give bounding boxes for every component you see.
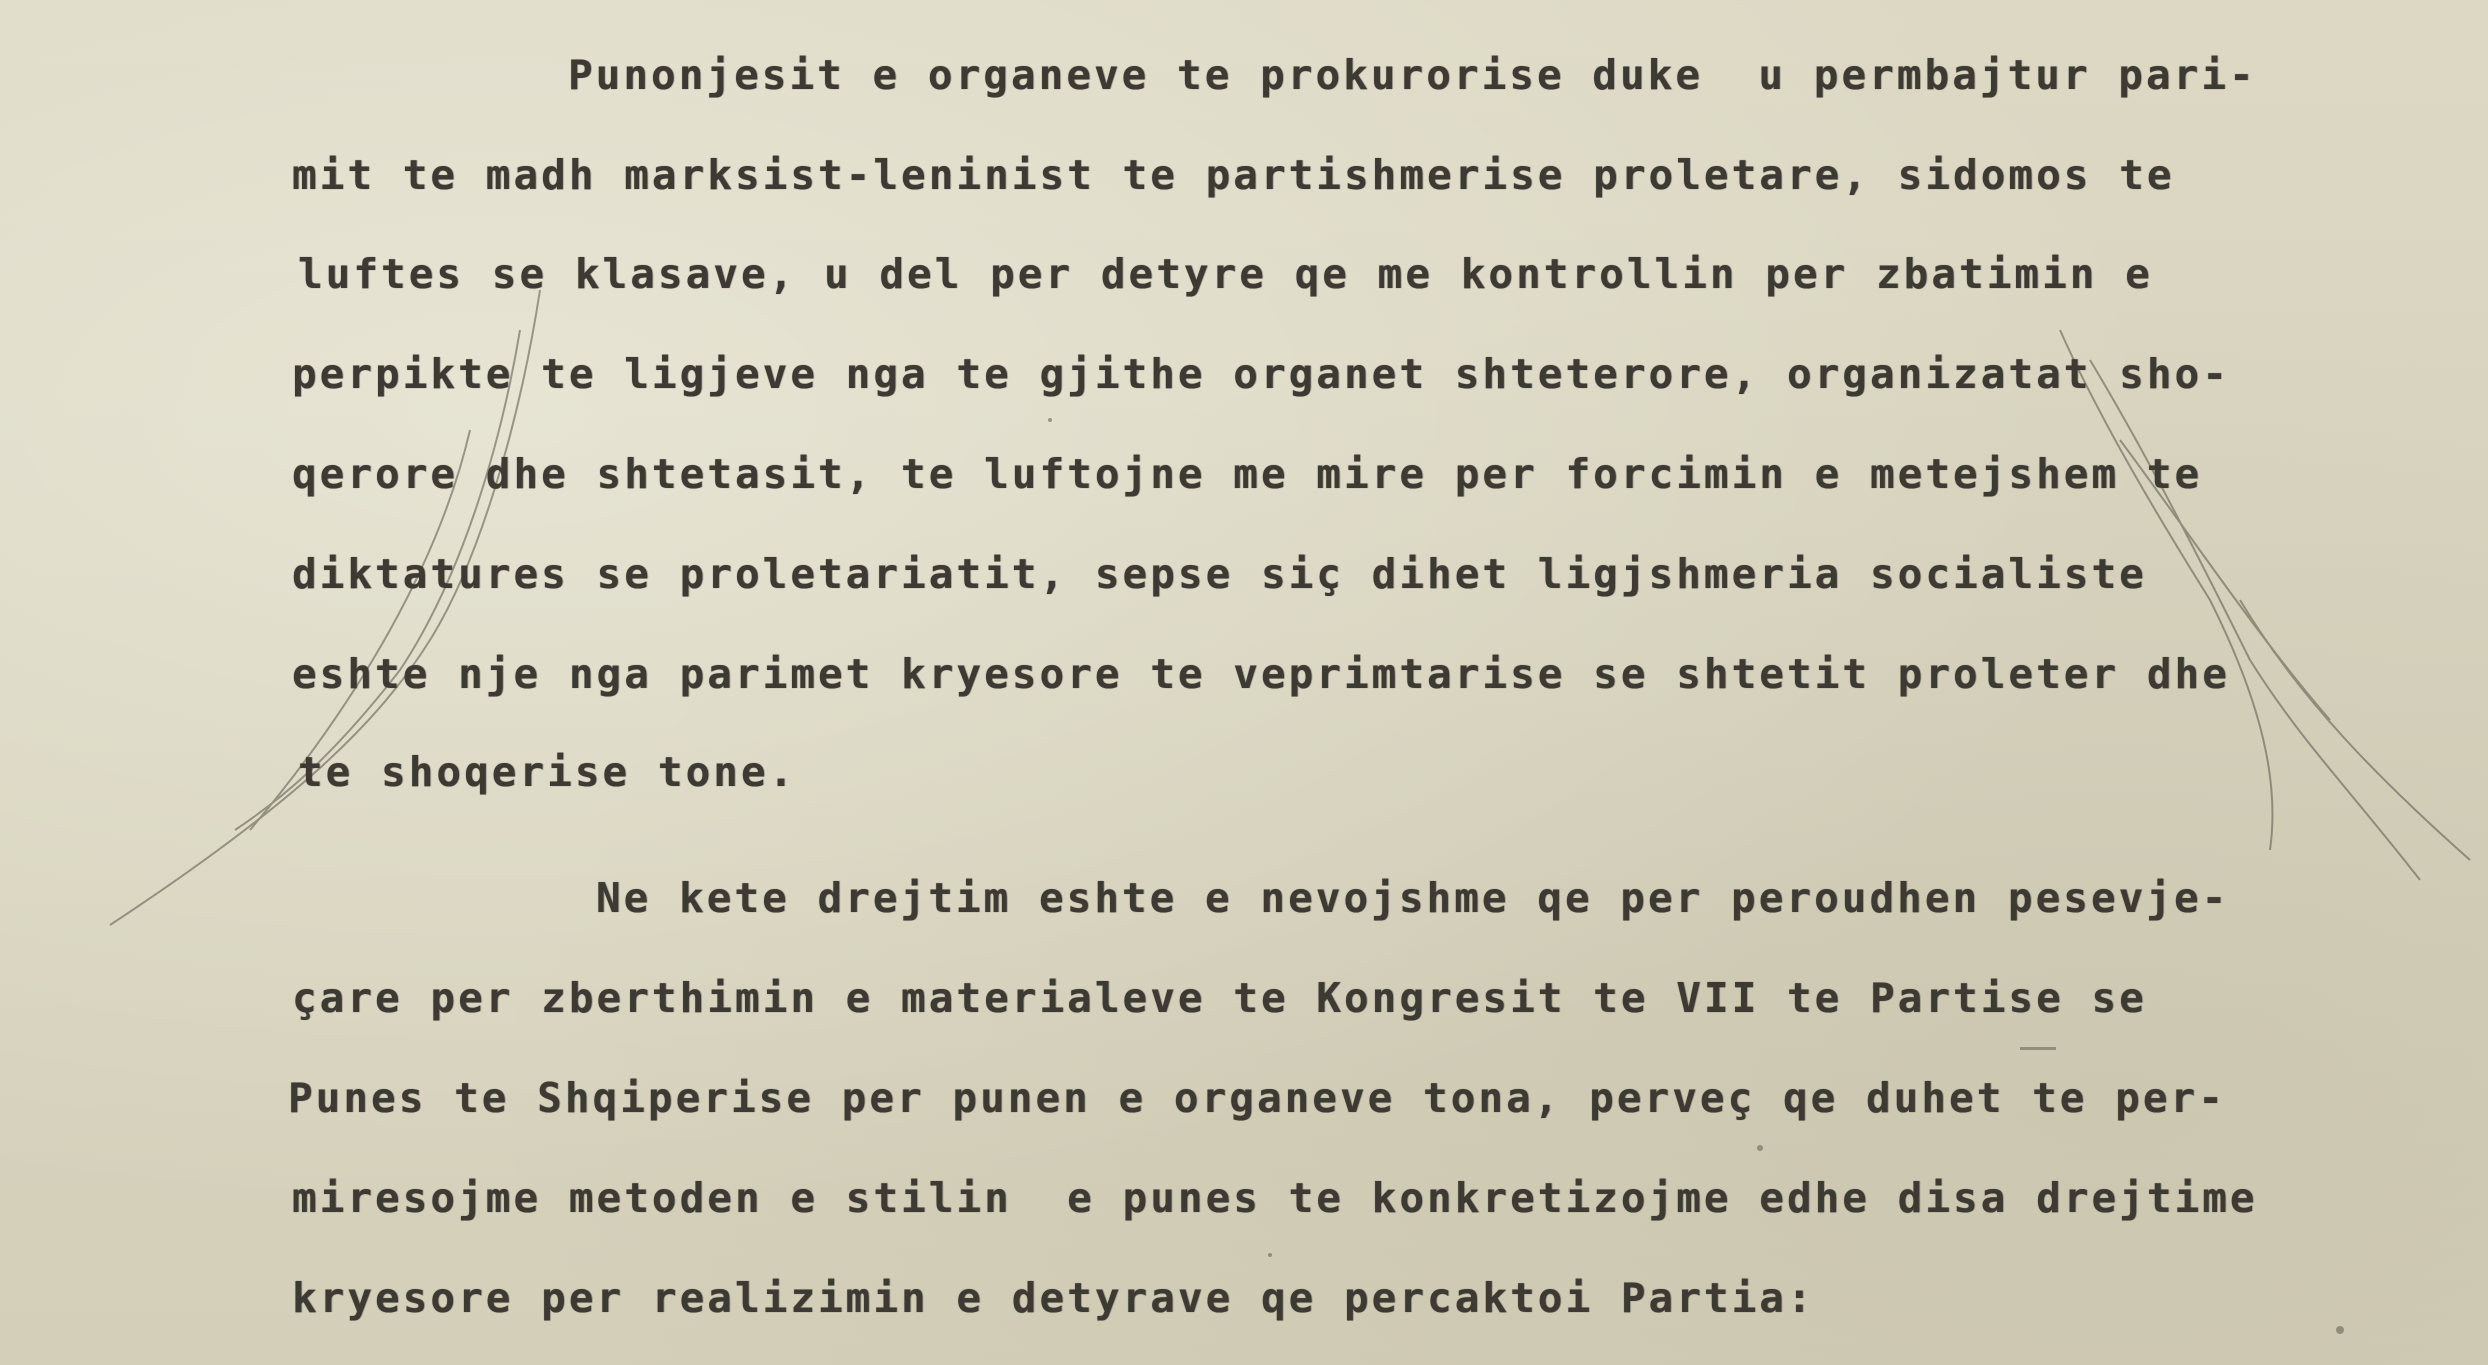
paragraph-1-line-6: diktatures se proletariatit, sepse siç dihet ligjshmeria socialiste [292, 550, 2147, 598]
paragraph-2-line-4: miresojme metoden e stilin e punes te konkretizojme edhe disa drejtime [292, 1174, 2258, 1222]
paragraph-1-line-8: te shoqerise tone. [298, 748, 797, 796]
paragraph-1-line-4: perpikte te ligjeve nga te gjithe organet shteterore, organizatat sho- [292, 350, 2230, 398]
paragraph-2-line-1: Ne kete drejtim eshte e nevojshme qe per peroudhen pesevje- [596, 874, 2230, 922]
paragraph-2-line-5: kryesore per realizimin e detyrave qe percaktoi Partia: [292, 1274, 1815, 1322]
paragraph-1-line-7: eshte nje nga parimet kryesore te veprimtarise se shtetit proleter dhe [292, 650, 2230, 698]
paragraph-2-line-2: çare per zberthimin e materialeve te Kongresit te VII te Partise se [292, 974, 2147, 1022]
paragraph-1-line-3: luftes se klasave, u del per detyre qe me kontrollin per zbatimin e [298, 250, 2153, 298]
paragraph-1-line-5: qerore dhe shtetasit, te luftojne me mire per forcimin e metejshem te [292, 450, 2203, 498]
paragraph-2-line-3: Punes te Shqiperise per punen e organeve tona, perveç qe duhet te per- [288, 1074, 2226, 1122]
paragraph-1-line-2: mit te madh marksist-leninist te partishmerise proletare, sidomos te [292, 151, 2175, 199]
paragraph-1-line-1: Punonjesit e organeve te prokurorise duke u permbajtur pari- [568, 51, 2257, 99]
